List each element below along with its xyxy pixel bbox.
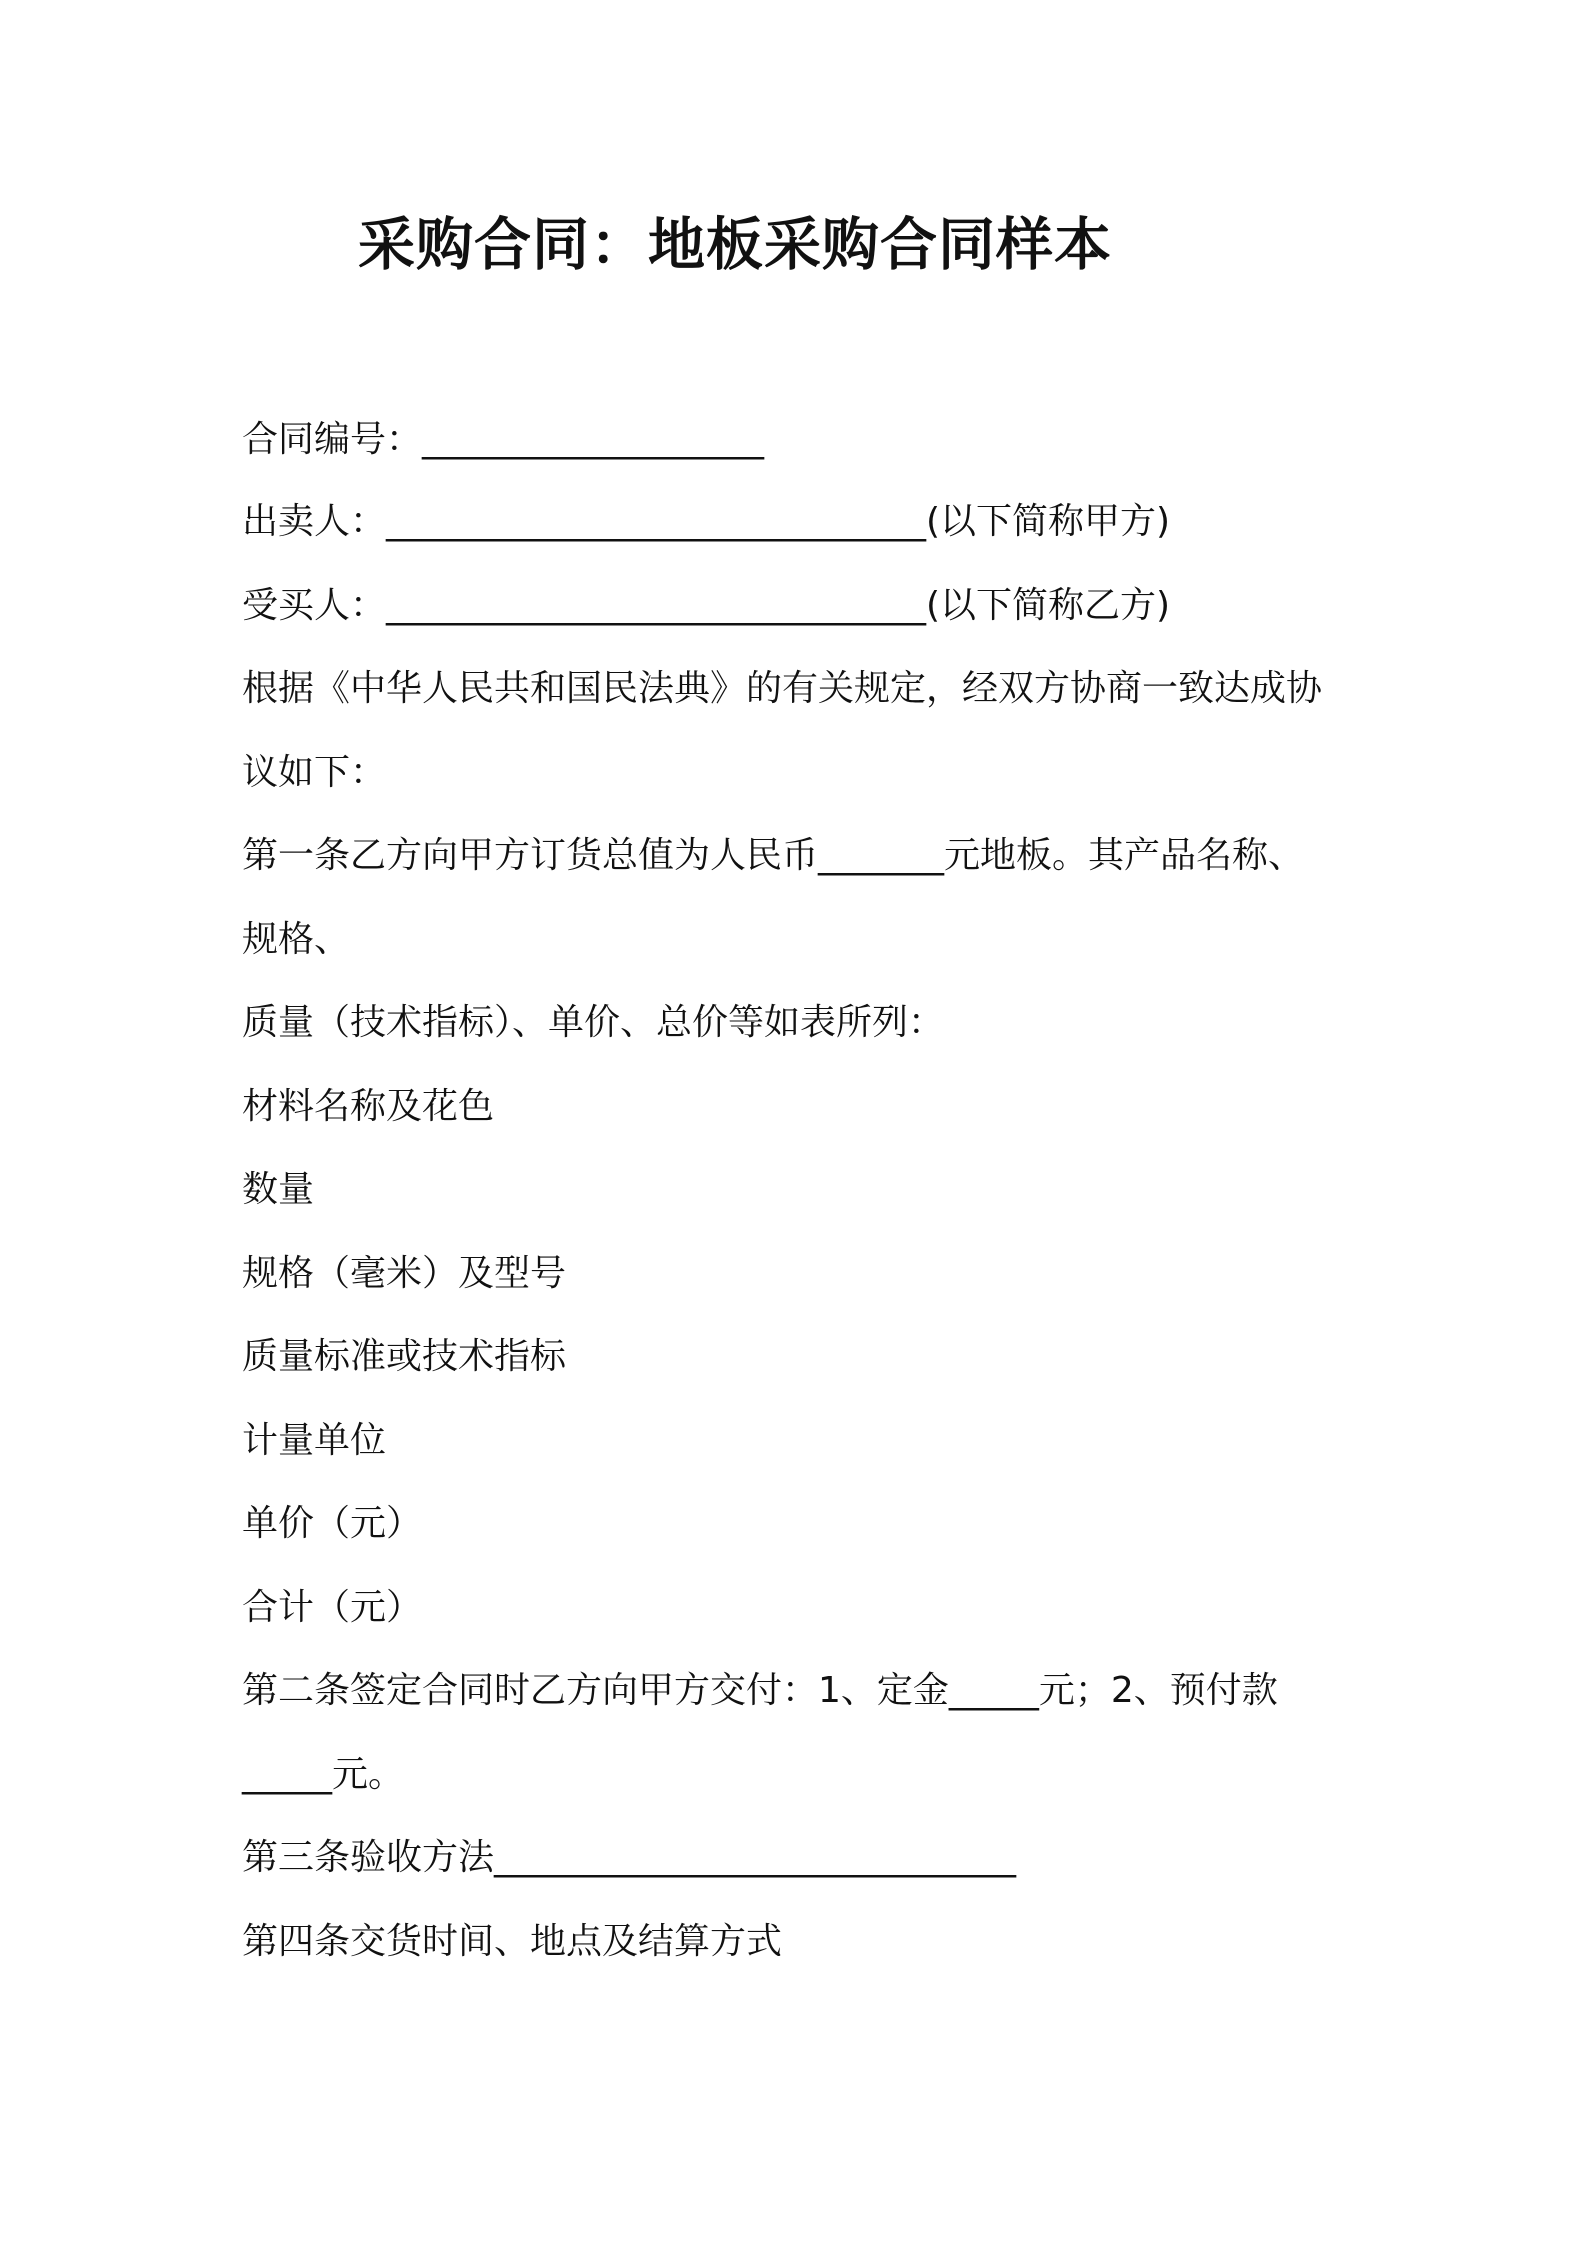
table-field-unit: 计量单位	[242, 1419, 387, 1461]
buyer-line: 受买人：______________________________(以下简称乙方)	[242, 584, 1171, 626]
contract-number-line: 合同编号：___________________	[242, 419, 765, 460]
preamble-line-1: 根据《中华人民共和国民法典》的有关规定，经双方协商一致达成协	[242, 668, 1323, 709]
article-2-line-1: 第二条签定合同时乙方向甲方交付：1、定金_____元；2、预付款	[242, 1670, 1278, 1711]
article-3-line: 第三条验收方法_____________________________	[242, 1837, 1017, 1878]
table-field-spec-model: 规格（毫米）及型号	[242, 1252, 567, 1294]
seller-line: 出卖人：______________________________(以下简称甲方)	[242, 501, 1171, 542]
article-4-line: 第四条交货时间、地点及结算方式	[242, 1920, 783, 1962]
preamble-line-2: 议如下：	[242, 751, 387, 793]
article-1-line-3: 质量（技术指标）、单价、总价等如表所列：	[242, 1002, 945, 1043]
table-field-total: 合计（元）	[242, 1586, 423, 1628]
article-2-line-2: _____元。	[242, 1753, 405, 1795]
document-body	[242, 400, 1362, 1983]
table-field-quantity: 数量	[242, 1169, 315, 1210]
table-field-material-name: 材料名称及花色	[242, 1085, 495, 1127]
article-1-line-2: 规格、	[242, 918, 351, 960]
article-1-line-1: 第一条乙方向甲方订货总值为人民币_______元地板。其产品名称、	[242, 835, 1305, 876]
table-field-quality-standard: 质量标准或技术指标	[242, 1336, 567, 1377]
table-field-unit-price: 单价（元）	[242, 1503, 423, 1544]
document-title: 采购合同：地板采购合同样本	[358, 212, 1112, 278]
